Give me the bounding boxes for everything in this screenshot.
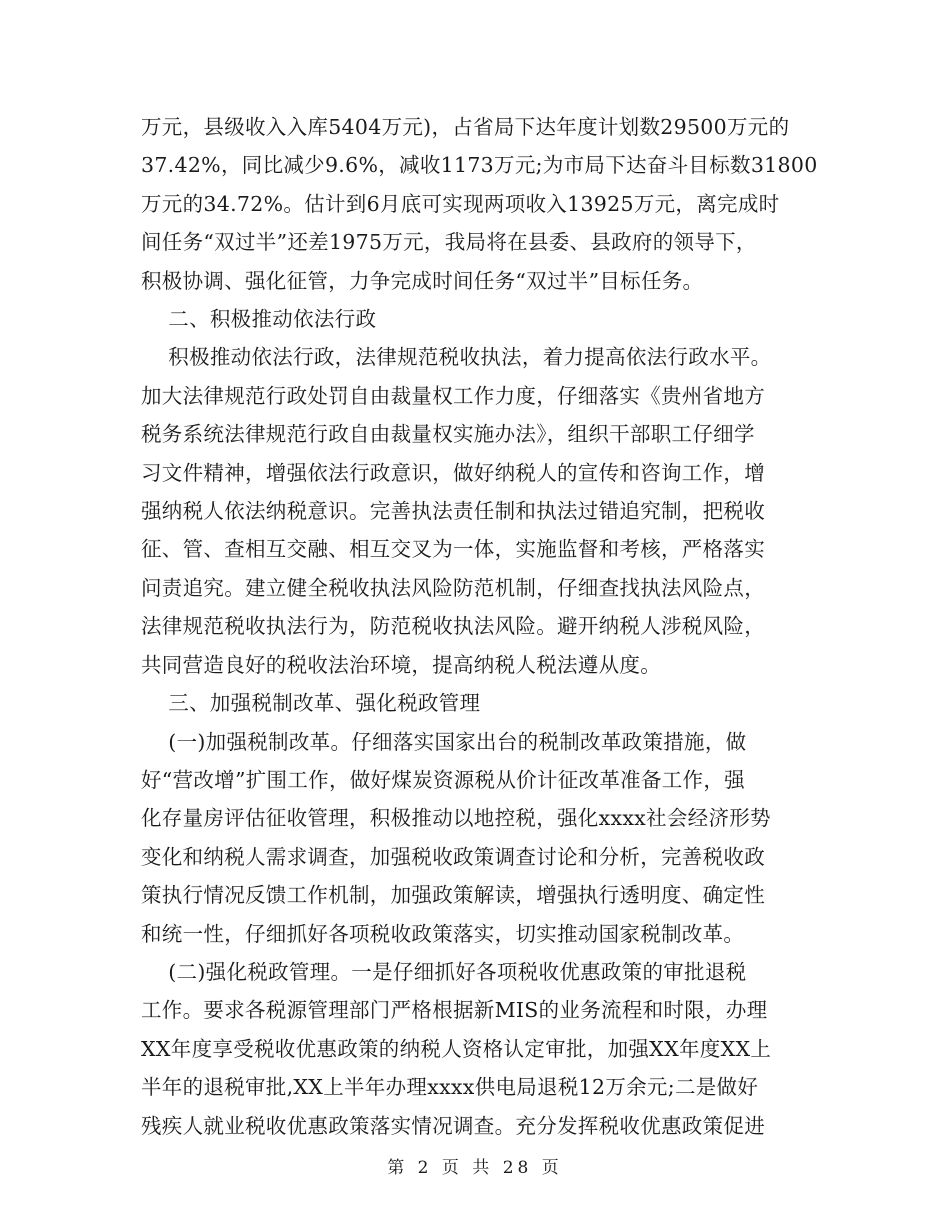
section-heading-3: 三、加强税制改革、强化税政管理 <box>141 691 481 716</box>
paragraph-revenue-summary: 万元，县级收入入库5404万元)，占省局下达年度计划数29500万元的 37.42%，同比减少9.6%，减收1173万元;为市局下达奋斗目标数31800 万元的34.72%。估计到6月底可实现两项收入13925万元，离完成时 间任务“双过半”还差1975万元，我局将在县委、县政府的领导下， 积极协调、强化征管，力争完成时间任务“双过半”目标任务。 <box>141 115 818 293</box>
document-body <box>141 108 821 1145</box>
paragraph-tax-management: (二)强化税政管理。一是仔细抓好各项税收优惠政策的审批退税 工作。要求各税源管理部门严格根据新MIS的业务流程和时限，办理 XX年度享受税收优惠政策的纳税人资格认定审批，加强XX年度XX上 半年的退税审批,XX上半年办理xxxx供电局退税12万余元;二是做好 残疾人就业税收优惠政策落实情况调查。充分发挥税收优惠政策促进 <box>141 959 772 1138</box>
page-number-footer: 第 2 页 共 28 页 <box>387 1158 563 1178</box>
section-heading-2: 二、积极推动依法行政 <box>141 307 377 332</box>
paragraph-law-administration: 积极推动依法行政，法律规范税收执法，着力提高依法行政水平。 加大法律规范行政处罚自由裁量权工作力度，仔细落实《贵州省地方 税务系统法律规范行政自由裁量权实施办法》，组织干部职工仔细学 习文件精神，增强依法行政意识，做好纳税人的宣传和咨询工作，增 强纳税人依法纳税意识。完善执法责任制和执法过错追究制，把税收 征、管、查相互交融、相互交叉为一体，实施监督和考核，严格落实 问责追究。建立健全税收执法风险防范机制，仔细查找执法风险点， 法律规范税收执法行为，防范税收执法风险。避开纳税人涉税风险， 共同营造良好的税收法治环境，提高纳税人税法遵从度。 <box>141 345 772 677</box>
paragraph-tax-reform: (一)加强税制改革。仔细落实国家出台的税制改革政策措施，做 好“营改增”扩围工作，做好煤炭资源税从价计征改革准备工作，强 化存量房评估征收管理，积极推动以地控税，强化xxxx社会经济形势 变化和纳税人需求调查，加强税收政策调查讨论和分析，完善税收政 策执行情况反馈工作机制，加强政策解读，增强执行透明度、确定性 和统一性，仔细抓好各项税收政策落实，切实推动国家税制改革。 <box>141 729 771 946</box>
